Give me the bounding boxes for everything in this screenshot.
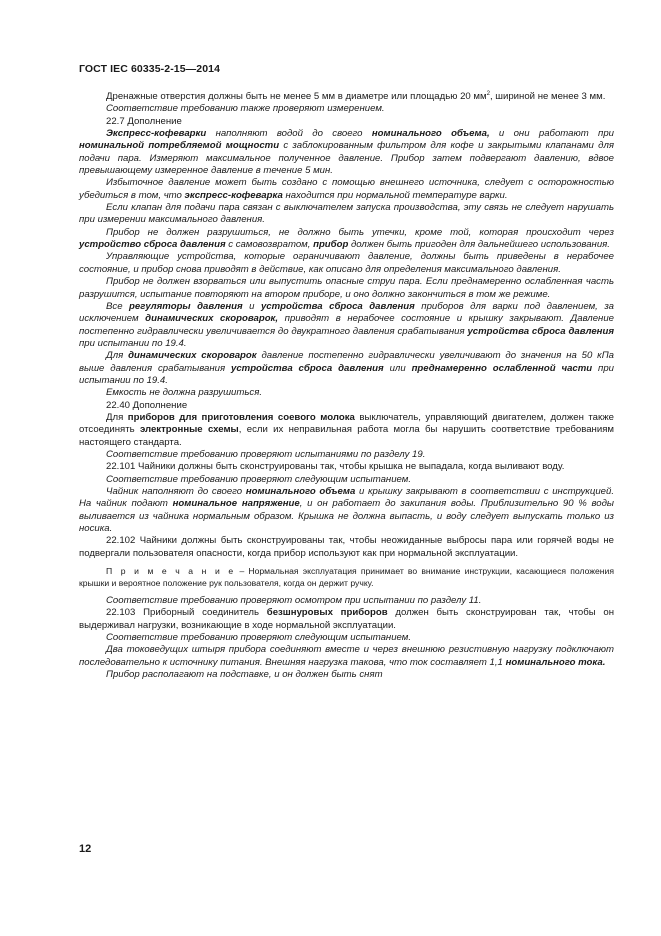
paragraph-steam-valve: Если клапан для подачи пара связан с выключателем запуска производства, эту связь не следует нарушать при измерении максимального давления. bbox=[79, 202, 614, 226]
paragraph-no-rupture: Прибор не должен разрушиться, не должно быть утечки, кроме той, которая происходит через устройство сброса давления с самовозвратом, прибор должен быть пригоден для дальнейшего использования. bbox=[79, 226, 614, 251]
paragraph-espresso-test: Экспресс-кофеварки наполняют водой до своего номинального объема, и они работают при номинальной потребляемой мощности с заблокированным фильтром для кофе и закрытыми клапанами для подачи пара. Измеряют максимальное полученное давление. Прибор затем подвергают давлению, вдвое превышающему измеренное давление в течение 5 мин. bbox=[79, 128, 615, 177]
section-22-7: 22.7 Дополнение bbox=[106, 115, 182, 127]
paragraph-control-devices: Управляющие устройства, которые ограничивают давление, должны быть приведены в нерабочее состояние, и прибор снова приводят в действие, как описано для определения максимального давления. bbox=[79, 251, 614, 275]
paragraph-stand: Прибор располагают на подставке, и он должен быть снят bbox=[106, 669, 383, 681]
compliance-measurement: Соответствие требованию также проверяют измерением. bbox=[106, 103, 385, 115]
paragraph-vessel: Емкость не должна разрушиться. bbox=[106, 387, 262, 399]
paragraph-no-explosion: Прибор не должен взорваться или выпустить опасные струи пара. Если преднамеренно ослабленная часть разрушится, испытание повторяют на втором приборе, и оно должно закончиться в том же режиме. bbox=[79, 276, 614, 300]
note: П р и м е ч а н и е – Нормальная эксплуатация принимает во внимание инструкции, касающиеся положения крышки и вероятное положение рук пользователя, когда он держит ручку. bbox=[79, 566, 614, 588]
note-label: П р и м е ч а н и е bbox=[106, 566, 236, 577]
paragraph-pressure-regulators: Все регуляторы давления и устройства сброса давления приборов для варки под давлением, за исключением динамических скороварок, приводят в нерабочее состояние и крышку закрывают. Давление постепенно гидравлически увеличивается до двукратного давления срабатывания устройства сброса давления при испытании по 19.4. bbox=[79, 300, 615, 349]
document-body bbox=[79, 91, 614, 681]
compliance-section-19: Соответствие требованию проверяют испытаниями по разделу 19. bbox=[106, 448, 426, 460]
paragraph-soy-milk: Для приборов для приготовления соевого молока выключатель, управляющий двигателем, должен также отсоединять электронные схемы, если их неправильная работа могла бы нарушить соответствие требованиям настоящего стандарта. bbox=[79, 411, 615, 448]
standard-header: ГОСТ IEC 60335-2-15—2014 bbox=[79, 63, 221, 75]
section-22-101: 22.101 Чайники должны быть сконструированы так, чтобы крышка не выпадала, когда выливают воду. bbox=[106, 461, 565, 473]
paragraph-drainage: Дренажные отверстия должны быть не менее 5 мм в диаметре или площадью 20 $мм^2$, шириной не менее 3 мм. bbox=[106, 90, 606, 102]
paragraph-dynamic-cookers: Для динамических скороварок давление постепенно гидравлически увеличивают до значения на 50 кПа выше давления срабатывания устройства сброса давления или преднамеренно ослабленной части при испытании по 19.4. bbox=[79, 350, 614, 386]
compliance-section-11: Соответствие требованию проверяют осмотром при испытании по разделу 11. bbox=[106, 595, 482, 607]
page-number: 12 bbox=[79, 843, 92, 855]
paragraph-excess-pressure: Избыточное давление может быть создано с помощью внешнего источника, следует с осторожностью убедиться в том, что экспресс-кофеварка находится при нормальной температуре варки. bbox=[79, 177, 614, 201]
paragraph-kettle-test: Чайник наполняют до своего номинального объема и крышку закрывают в соответствии с инструкцией. На чайник подают номинальное напряжение, и он работает до закипания воды. Приблизительно 90 % воды выливается из чайника нормальным образом. Крышка не должна выпасть, и воду следует выпускать только из носика. bbox=[79, 486, 614, 535]
section-22-102: 22.102 Чайники должны быть сконструированы так, чтобы неожиданные выбросы пара или горячей воды не подвергали пользователя опасности, когда прибор используют как при нормальной эксплуатации. bbox=[79, 535, 614, 559]
compliance-following-test-1: Соответствие требованию проверяют следующим испытанием. bbox=[106, 473, 412, 485]
paragraph-pins-test: Два токоведущих штыря прибора соединяют вместе и через внешнюю резистивную нагрузку подключают последовательно к источнику питания. Внешняя нагрузка такова, что ток составляет 1,1 номинального тока. bbox=[79, 644, 614, 668]
compliance-following-test-2: Соответствие требованию проверяют следующим испытанием. bbox=[106, 632, 412, 644]
section-22-103: 22.103 Приборный соединитель безшнуровых приборов должен быть сконструирован так, чтобы он выдерживал нагрузки, возникающие в ходе нормальной эксплуатации. bbox=[79, 607, 614, 631]
section-22-40: 22.40 Дополнение bbox=[106, 399, 188, 411]
